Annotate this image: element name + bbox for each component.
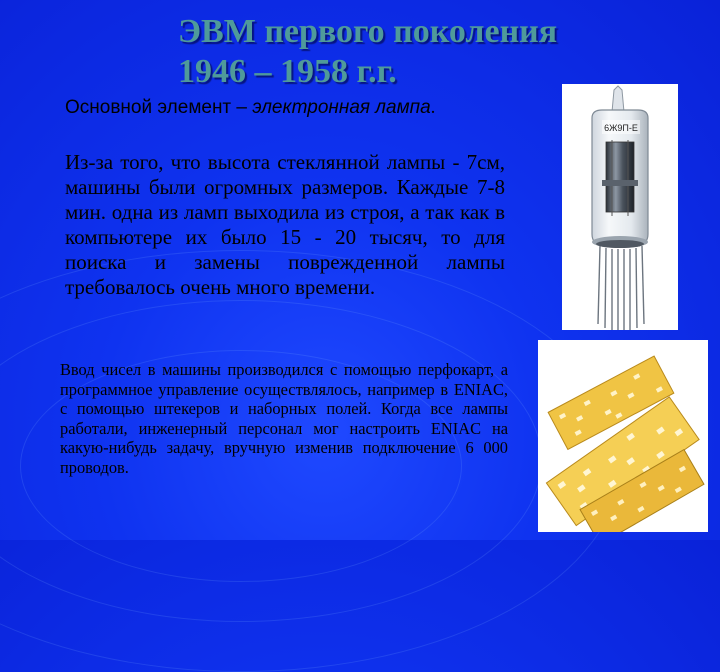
paragraph-lamp-size: Из-за того, что высота стеклянной лампы - 7см, машины были огромных размеров. Каждые 7-8 мин. одна из ламп выходила из строя, а так как в компьютере их было 15 - 20 тысяч, то для поиска и замены поврежденной лампы требовалось очень много времени.: [65, 150, 505, 299]
vacuum-tube-icon: [562, 84, 678, 330]
paragraph-main-element: [65, 96, 505, 120]
para1-emphasis: электронная лампа: [252, 97, 431, 118]
para1-prefix: Основной элемент –: [65, 97, 253, 118]
punch-card-icon: [538, 340, 708, 532]
para1-suffix: .: [430, 97, 436, 118]
title-line-1: ЭВМ первого поколения: [178, 13, 558, 50]
punch-cards-image: [538, 340, 708, 532]
paragraph-punchcards: Ввод чисел в машины производился с помощью перфокарт, а программное управление осуществлялось, например в ENIAC, с помощью штекеров и наборных полей. Когда все лампы работали, инженерный персонал мог настроить ENIAC на какую-нибудь задачу, вручную изменив подключение 6 000 проводов.: [60, 360, 508, 477]
vacuum-tube-image: [562, 84, 678, 330]
title-line-2: 1946 – 1958 г.г.: [178, 53, 397, 90]
tube-marking: 6Ж9П-Е: [604, 123, 638, 133]
slide-title: [178, 12, 648, 92]
